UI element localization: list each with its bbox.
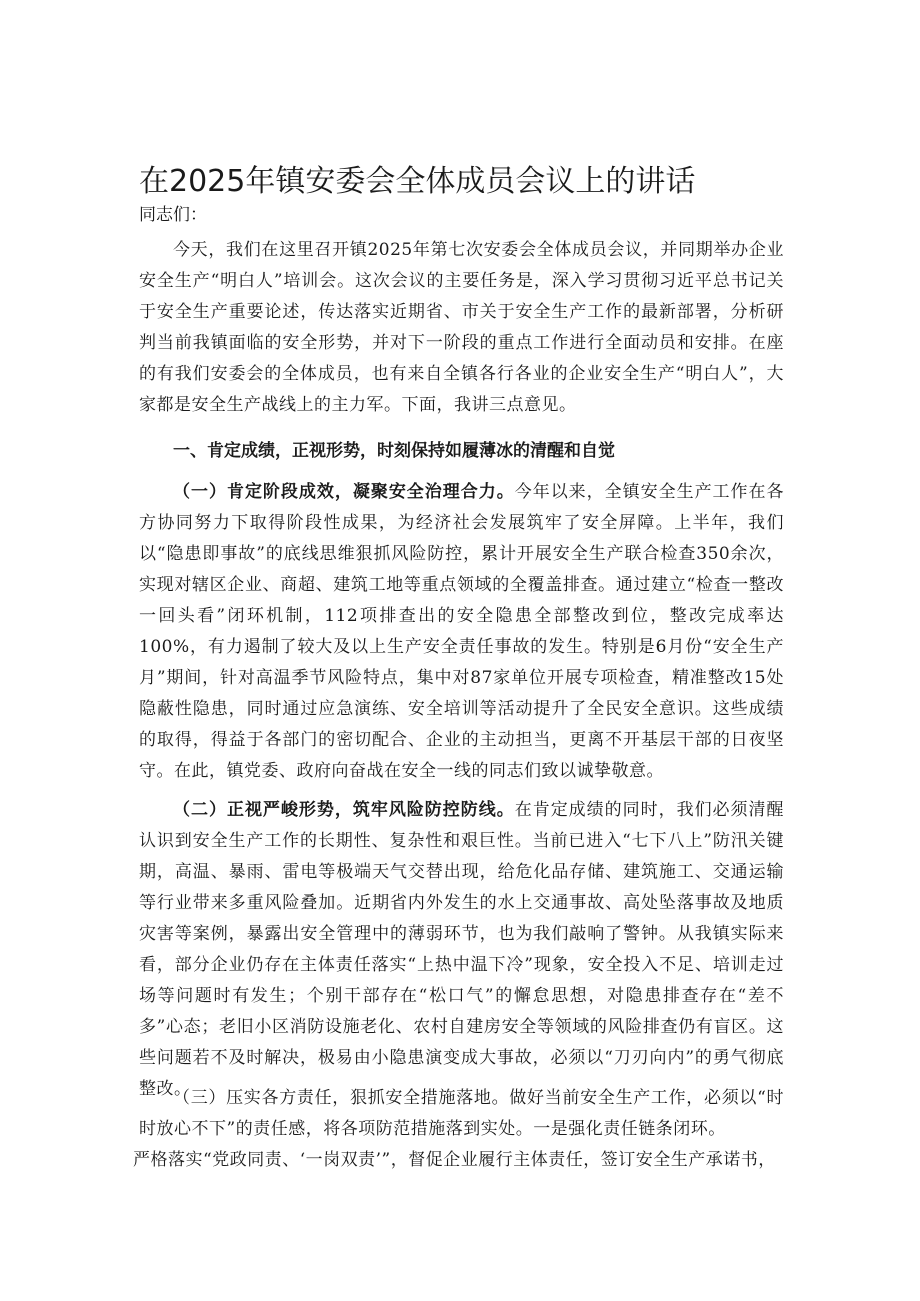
subsection-2-lead: （二）正视严峻形势，筑牢风险防控防线。 [173,800,515,820]
document-title: 在2025年镇安委会全体成员会议上的讲话 [139,164,696,200]
subsection-3-text: （三）压实各方责任，狠抓安全措施落地。做好当前安全生产工作，必须以“时时放心不下”的责任感，将各项防范措施落到实处。一是强化责任链条闭环。 [139,1088,784,1139]
subsection-2-paragraph [139,795,784,1105]
intro-paragraph [139,235,784,421]
subsection-1-lead: （一）肯定阶段成效，凝聚安全治理合力。 [173,482,515,502]
subsection-1-paragraph [139,477,784,787]
subsection-3-continuation: 严格落实“党政同责、‘一岗双责’”，督促企业履行主体责任，签订安全生产承诺书， [133,1150,776,1170]
subsection-1-body [139,477,784,787]
subsection-2-text: 在肯定成绩的同时，我们必须清醒认识到安全生产工作的长期性、复杂性和艰巨性。当前已进入“七下八上”防汛关键期，高温、暴雨、雷电等极端天气交替出现，给危化品存储、建筑施工、交通运输等行业带来多重风险叠加。近期省内外发生的水上交通事故、高处坠落事故及地质灾害等案例，暴露出安全管理中的薄弱环节，也为我们敲响了警钟。从我镇实际来看，部分企业仍存在主体责任落实“上热中温下冷”现象，安全投入不足、培训走过场等问题时有发生；个别干部存在“松口气”的懈怠思想，对隐患排查存在“差不多”心态；老旧小区消防设施老化、农村自建房安全等领域的风险排查仍有盲区。这些问题若不及时解决，极易由小隐患演变成大事故，必须以“刀刃向内”的勇气彻底整改。 [139,800,785,1099]
section-1-heading: 一、肯定成绩，正视形势，时刻保持如履薄冰的清醒和自觉 [173,441,615,461]
subsection-3-paragraph [133,1083,784,1176]
subsection-1-text: 今年以来，全镇安全生产工作在各方协同努力下取得阶段性成果，为经济社会发展筑牢了安全屏障。上半年，我们以“隐患即事故”的底线思维狠抓风险防控，累计开展安全生产联合检查350余次，实现对辖区企业、商超、建筑工地等重点领域的全覆盖排查。通过建立“检查一整改一回头看”闭环机制，112项排查出的安全隐患全部整改到位，整改完成率达100%，有力遏制了较大及以上生产安全责任事故的发生。特别是6月份“安全生产月”期间，针对高温季节风险特点，集中对87家单位开展专项检查，精准整改15处隐蔽性隐患，同时通过应急演练、安全培训等活动提升了全民安全意识。这些成绩的取得，得益于各部门的密切配合、企业的主动担当，更离不开基层干部的日夜坚守。在此，镇党委、政府向奋战在安全一线的同志们致以诚挚敬意。 [139,482,785,781]
intro-text: 今天，我们在这里召开镇2025年第七次安委会全体成员会议，并同期举办企业安全生产“明白人”培训会。这次会议的主要任务是，深入学习贯彻习近平总书记关于安全生产重要论述，传达落实近期省、市关于安全生产工作的最新部署，分析研判当前我镇面临的安全形势，并对下一阶段的重点工作进行全面动员和安排。在座的有我们安委会的全体成员，也有来自全镇各行各业的企业安全生产“明白人”，大家都是安全生产战线上的主力军。下面，我讲三点意见。 [139,240,784,415]
subsection-2-body [139,795,784,1105]
salutation: 同志们： [139,205,207,225]
